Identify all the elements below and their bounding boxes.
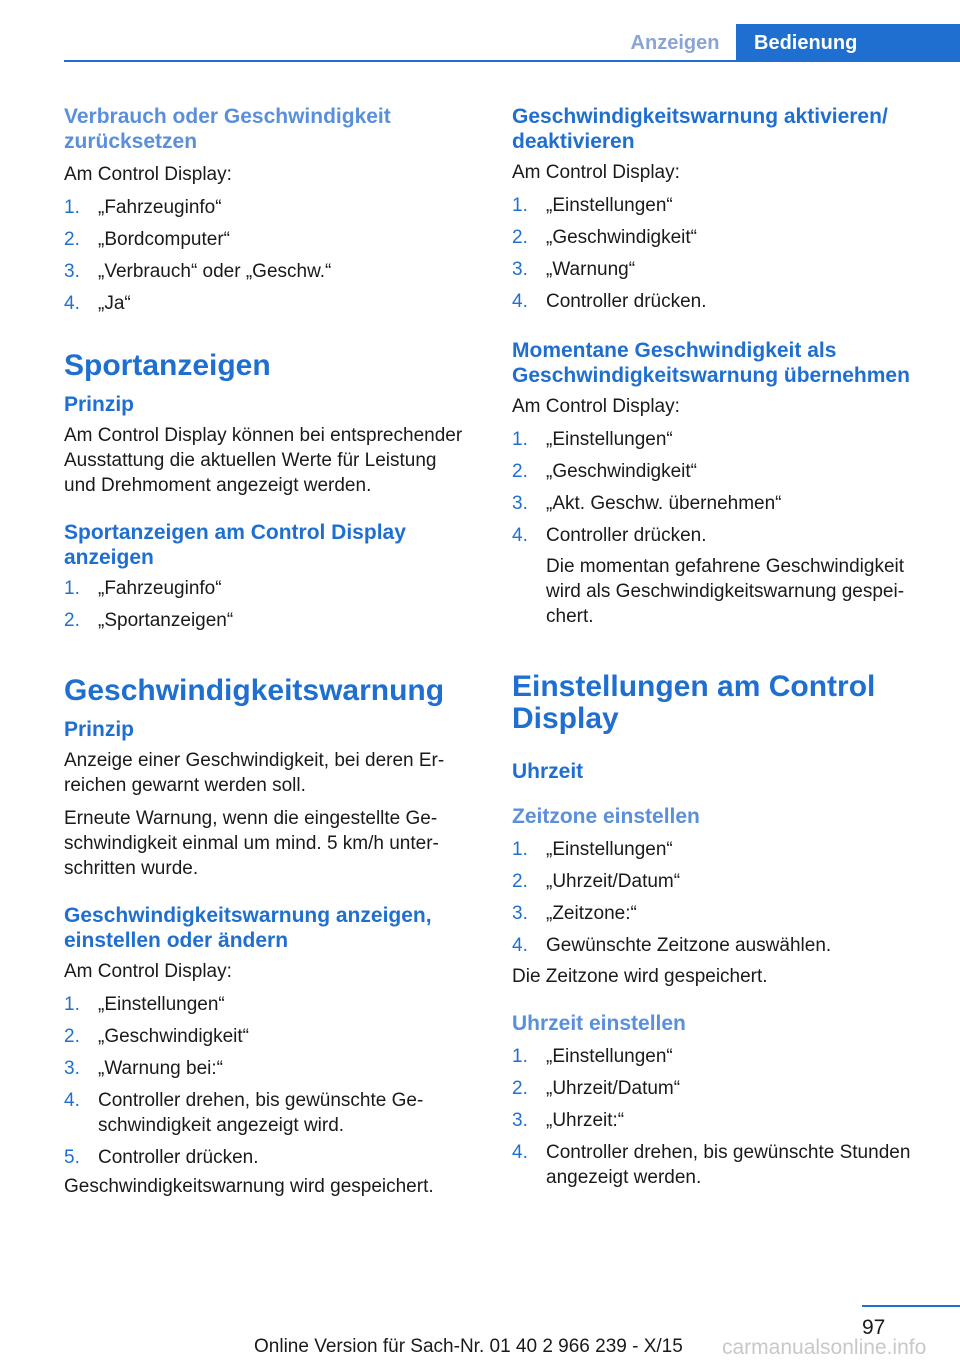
footer-rule — [862, 1305, 960, 1307]
reset-intro: Am Control Display: — [64, 164, 232, 185]
settings-title: Einstellungen am Control Display — [512, 670, 876, 735]
list-item: 1. „Einstellungen“ — [512, 1046, 673, 1067]
list-item: 1. „Einstellungen“ — [512, 839, 673, 860]
time-steps — [512, 1044, 930, 1190]
tab-bedienung: Bedienung — [736, 24, 960, 62]
reset-heading: Verbrauch oder Geschwindigkeit zurücksetzen — [64, 105, 391, 153]
warn-set-outro: Geschwindigkeitswarnung wird gespeichert. — [64, 1176, 434, 1197]
list-item: 2. „Geschwindigkeit“ — [512, 227, 697, 248]
online-version-text: Online Version für Sach-Nr. 01 40 2 966 239 - X/15 — [254, 1336, 683, 1357]
left-column — [64, 104, 464, 1207]
uhrzeit-heading: Uhrzeit — [512, 760, 584, 783]
warn-text-1: Anzeige einer Geschwindigkeit, bei deren Erreichen gewarnt werden soll. — [64, 750, 445, 796]
list-item: 2. „Uhrzeit/Datum“ — [512, 1078, 681, 1099]
list-item: 3. „Akt. Geschw. übernehmen“ — [512, 493, 782, 514]
sport-steps — [64, 576, 464, 633]
watermark: carmanualsonline.info — [722, 1336, 927, 1359]
warn-set-intro: Am Control Display: — [64, 961, 232, 982]
list-item: 1. „Einstellungen“ — [512, 195, 673, 216]
page-header — [0, 0, 960, 62]
warn-text-2: Erneute Warnung, wenn die eingestellte Geschwindigkeit einmal um mind. 5 km/h unterschritten wurde. — [64, 808, 439, 879]
list-item: 2. „Geschwindigkeit“ — [512, 461, 697, 482]
current-note: Die momentan gefahrene Geschwindigkeit wird als Geschwindigkeitswarnung gespeichert. — [546, 556, 905, 627]
page-number: 97 — [862, 1316, 886, 1339]
list-item: 1. „Einstellungen“ — [512, 429, 673, 450]
right-column — [512, 104, 930, 1200]
list-item: 4. Controller drehen, bis gewünschte Geschwindigkeit angezeigt wird. — [64, 1090, 424, 1136]
activate-intro: Am Control Display: — [512, 162, 680, 183]
current-steps — [512, 427, 930, 629]
header-rule — [64, 60, 736, 62]
zone-steps — [512, 837, 930, 958]
list-item: 4. Controller drücken. Die momentan gefahrene Geschwindigkeit wird als Geschwindigkeitswarnung gespeichert. — [512, 523, 930, 629]
sport-prinzip-heading: Prinzip — [64, 393, 135, 416]
list-item: 2. „Sportanzeigen“ — [64, 610, 234, 631]
list-item: 3. „Warnung bei:“ — [64, 1058, 223, 1079]
list-item: 3. „Verbrauch“ oder „Geschw.“ — [64, 261, 332, 282]
list-item: 4. Gewünschte Zeitzone auswählen. — [512, 935, 832, 956]
activate-heading: Geschwindigkeitswarnung aktivieren/ deaktivieren — [512, 105, 888, 153]
list-item: 5. Controller drücken. — [64, 1147, 259, 1168]
warn-title: Geschwindigkeitswarnung — [64, 674, 445, 707]
zone-heading: Zeitzone einstellen — [512, 805, 700, 828]
sport-title: Sportanzeigen — [64, 349, 271, 382]
list-item: 3. „Uhrzeit:“ — [512, 1110, 625, 1131]
activate-steps — [512, 193, 930, 314]
list-item: 4. Controller drehen, bis gewünschte Stunden angezeigt werden. — [512, 1142, 911, 1188]
reset-steps — [64, 195, 464, 316]
sport-display-heading: Sportanzeigen am Control Display anzeigen — [64, 521, 406, 569]
list-item: 1. „Fahrzeuginfo“ — [64, 578, 222, 599]
current-intro: Am Control Display: — [512, 396, 680, 417]
time-heading: Uhrzeit einstellen — [512, 1012, 686, 1035]
list-item: 1. „Fahrzeuginfo“ — [64, 197, 222, 218]
list-item: 3. „Zeitzone:“ — [512, 903, 637, 924]
tab-anzeigen: Anzeigen — [630, 32, 720, 54]
list-item: 2. „Uhrzeit/Datum“ — [512, 871, 681, 892]
warn-prinzip-heading: Prinzip — [64, 718, 135, 741]
warn-set-heading: Geschwindigkeitswarnung anzeigen, einstellen oder ändern — [64, 904, 432, 952]
list-item: 2. „Geschwindigkeit“ — [64, 1026, 249, 1047]
list-item: 2. „Bordcomputer“ — [64, 229, 230, 250]
sport-text: Am Control Display können bei entsprechender Ausstattung die aktuellen Werte für Leistung und Drehmoment angezeigt werden. — [64, 425, 463, 496]
warn-set-steps — [64, 992, 464, 1170]
zone-outro: Die Zeitzone wird gespeichert. — [512, 966, 768, 987]
current-heading: Momentane Geschwindigkeit als Geschwindigkeitswarnung übernehmen — [512, 339, 910, 387]
list-item: 4. „Ja“ — [64, 293, 131, 314]
list-item: 1. „Einstellungen“ — [64, 994, 225, 1015]
list-item: 4. Controller drücken. — [512, 291, 707, 312]
list-item: 3. „Warnung“ — [512, 259, 636, 280]
